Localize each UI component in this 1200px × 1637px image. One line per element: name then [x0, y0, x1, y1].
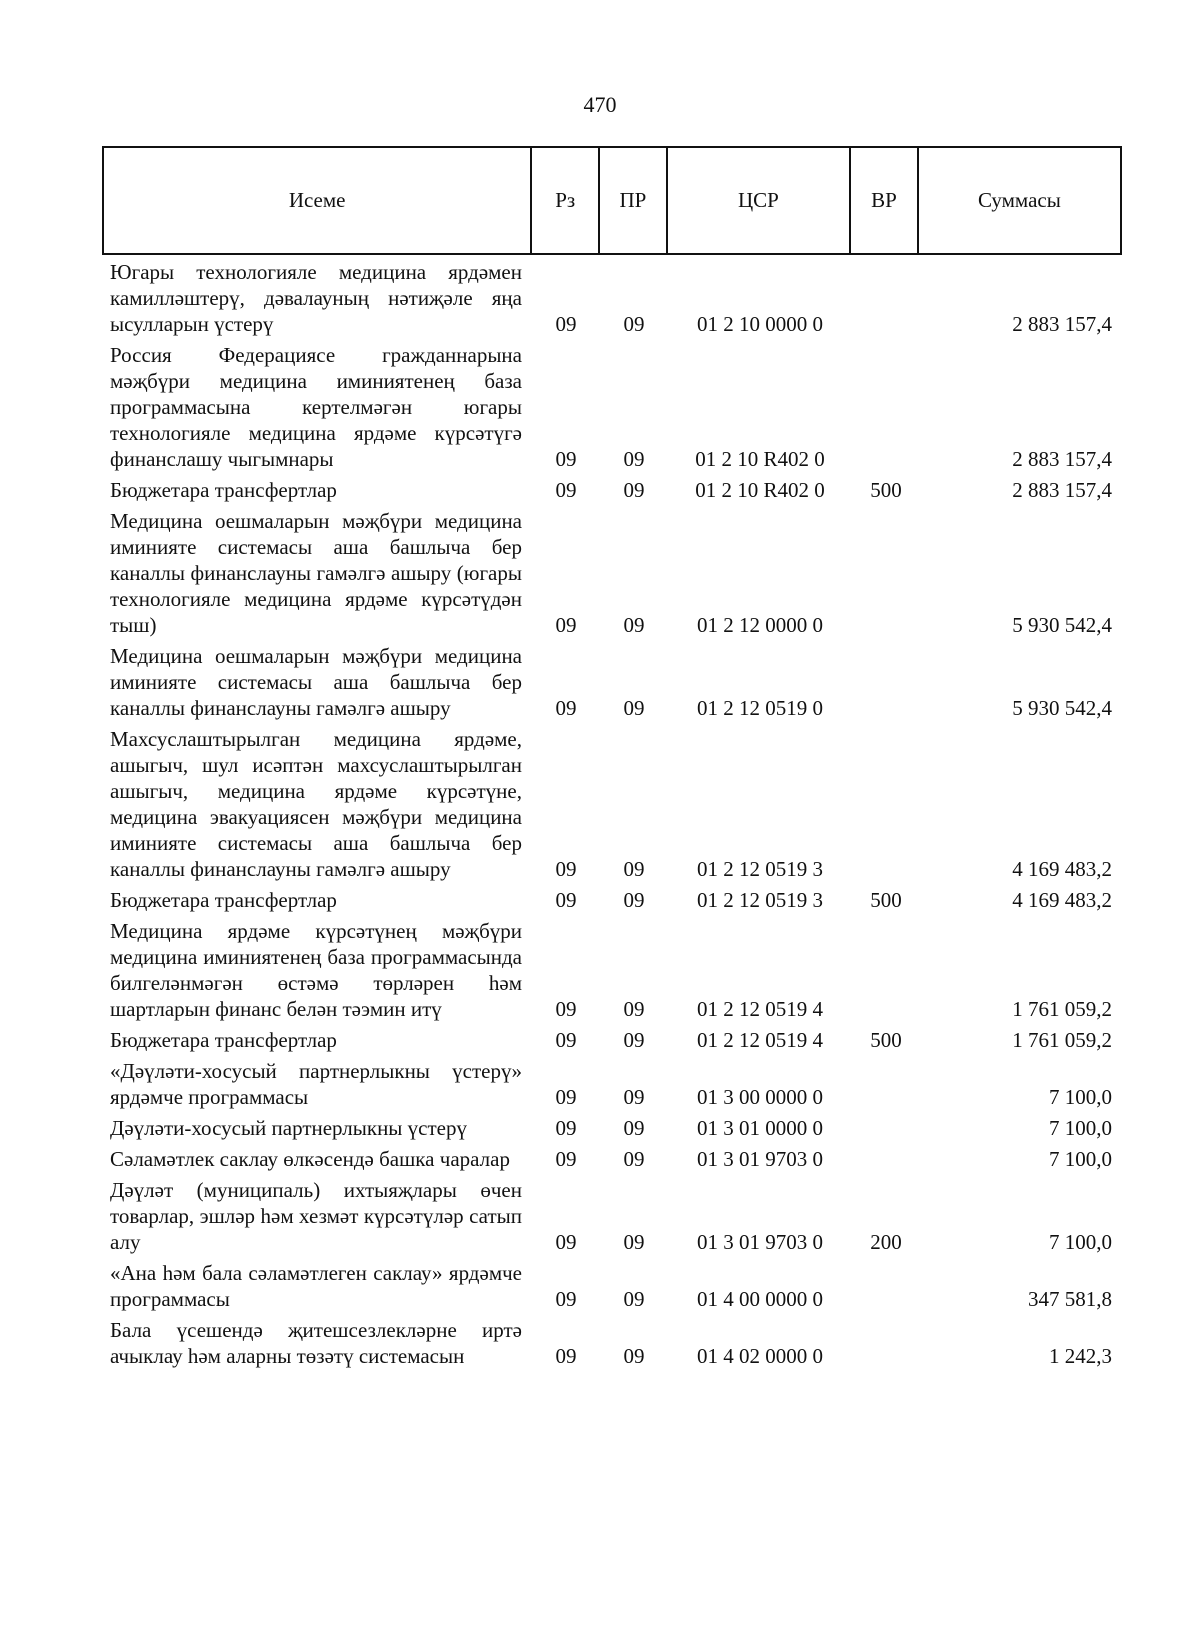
table-body: [102, 259, 1122, 1374]
row-sum: 1 761 059,2: [1012, 1028, 1112, 1052]
row-rz: 09: [555, 1116, 577, 1140]
row-sum: 2 883 157,4: [1012, 447, 1112, 471]
table-row: [102, 887, 1122, 913]
row-sum: 2 883 157,4: [1012, 312, 1112, 336]
row-pr: 09: [623, 888, 645, 912]
row-pr: 09: [623, 1085, 645, 1109]
row-sum: 1 761 059,2: [1012, 997, 1112, 1021]
row-pr: 09: [623, 1230, 645, 1254]
row-name: Бала үсешендә җитешсезлекләрне иртә ачыклау һәм аларны төзәтү системасын: [110, 1318, 522, 1368]
row-vr: 200: [870, 1230, 902, 1254]
row-pr: 09: [623, 1028, 645, 1052]
table-header: [102, 146, 1122, 255]
row-name: Россия Федерациясе гражданнарына мәҗбүри медицина иминиятенең база программасына кертелмәгән югары технологияле медицина ярдәме күрсәтүгә финанслашу чыгымнары: [110, 343, 522, 471]
row-sum: 2 883 157,4: [1012, 478, 1112, 502]
row-pr: 09: [623, 1116, 645, 1140]
row-csr: 01 3 01 9703 0: [697, 1230, 823, 1254]
row-rz: 09: [555, 478, 577, 502]
row-rz: 09: [555, 447, 577, 471]
row-rz: 09: [555, 1085, 577, 1109]
table-row: [102, 1146, 1122, 1172]
row-vr: 500: [870, 1028, 902, 1052]
row-rz: 09: [555, 997, 577, 1021]
row-pr: 09: [623, 312, 645, 336]
row-rz: 09: [555, 1344, 577, 1368]
row-pr: 09: [623, 478, 645, 502]
row-csr: 01 2 12 0519 3: [697, 857, 823, 881]
row-csr: 01 2 10 R402 0: [695, 447, 825, 471]
row-csr: 01 2 12 0519 4: [697, 997, 823, 1021]
row-rz: 09: [555, 312, 577, 336]
row-vr: 500: [870, 888, 902, 912]
row-name: Бюджетара трансфертлар: [110, 478, 337, 502]
row-rz: 09: [555, 613, 577, 637]
row-vr: 500: [870, 478, 902, 502]
row-sum: 7 100,0: [1049, 1116, 1112, 1140]
table-row: [102, 1260, 1122, 1312]
header-name: Исеме: [104, 148, 532, 253]
row-pr: 09: [623, 1147, 645, 1171]
table-row: [102, 342, 1122, 472]
row-name: Бюджетара трансфертлар: [110, 1028, 337, 1052]
row-pr: 09: [623, 696, 645, 720]
header-sum: Суммасы: [977, 188, 1061, 212]
row-rz: 09: [555, 1230, 577, 1254]
row-csr: 01 2 10 R402 0: [695, 478, 825, 502]
row-sum: 7 100,0: [1049, 1085, 1112, 1109]
header-vr: ВР: [851, 148, 919, 253]
table-row: [102, 259, 1122, 337]
table-row: [102, 1058, 1122, 1110]
row-pr: 09: [623, 447, 645, 471]
row-pr: 09: [623, 1344, 645, 1368]
row-pr: 09: [623, 997, 645, 1021]
row-rz: 09: [555, 1287, 577, 1311]
row-csr: 01 2 12 0519 0: [697, 696, 823, 720]
row-sum: 7 100,0: [1049, 1230, 1112, 1254]
row-csr: 01 3 00 0000 0: [697, 1085, 823, 1109]
row-sum: 4 169 483,2: [1012, 888, 1112, 912]
row-csr: 01 4 02 0000 0: [697, 1344, 823, 1368]
row-rz: 09: [555, 888, 577, 912]
header-pr: ПР: [600, 148, 668, 253]
table-row: [102, 918, 1122, 1022]
table-row: [102, 508, 1122, 638]
row-name: Бюджетара трансфертлар: [110, 888, 337, 912]
row-pr: 09: [623, 857, 645, 881]
row-rz: 09: [555, 1028, 577, 1052]
header-rz: Рз: [532, 148, 600, 253]
row-name: Югары технологияле медицина ярдәмен камилләштерү, дәвалауның нәтиҗәле яңа ысулларын үстерү: [110, 260, 522, 336]
row-name: Медицина оешмаларын мәҗбүри медицина иминияте системасы аша башлыча бер каналлы финанслауны гамәлгә ашыру: [110, 644, 522, 720]
row-csr: 01 3 01 9703 0: [697, 1147, 823, 1171]
row-sum: 7 100,0: [1049, 1147, 1112, 1171]
row-rz: 09: [555, 857, 577, 881]
table-row: [102, 726, 1122, 882]
row-csr: 01 2 10 0000 0: [697, 312, 823, 336]
row-csr: 01 2 12 0000 0: [697, 613, 823, 637]
row-name: Сәламәтлек саклау өлкәсендә башка чаралар: [110, 1147, 510, 1171]
row-pr: 09: [623, 613, 645, 637]
row-rz: 09: [555, 1147, 577, 1171]
header-csr: ЦСР: [668, 148, 851, 253]
row-csr: 01 3 01 0000 0: [697, 1116, 823, 1140]
table-row: [102, 643, 1122, 721]
row-csr: 01 2 12 0519 3: [697, 888, 823, 912]
row-sum: 4 169 483,2: [1012, 857, 1112, 881]
table-row: [102, 1177, 1122, 1255]
row-name: «Ана һәм бала сәламәтлеген саклау» ярдәмче программасы: [110, 1261, 522, 1311]
row-csr: 01 4 00 0000 0: [697, 1287, 823, 1311]
table-row: [102, 1115, 1122, 1141]
row-sum: 5 930 542,4: [1012, 613, 1112, 637]
row-name: Медицина оешмаларын мәҗбүри медицина иминияте системасы аша башлыча бер каналлы финанслауны гамәлгә ашыру (югары технологияле медицина ярдәме күрсәтүдән тыш): [110, 509, 522, 637]
table-row: [102, 477, 1122, 503]
row-name: Медицина ярдәме күрсәтүнең мәҗбүри медицина иминиятенең база программасында билгеләнмәгән өстәмә төрләрен һәм шартларын финанс белән тәэмин итү: [110, 919, 522, 1021]
row-pr: 09: [623, 1287, 645, 1311]
row-name: Дәүләт (муниципаль) ихтыяҗлары өчен товарлар, эшләр һәм хезмәт күрсәтүләр сатып алу: [110, 1178, 522, 1254]
table-row: [102, 1027, 1122, 1053]
row-rz: 09: [555, 696, 577, 720]
table-row: [102, 1317, 1122, 1369]
row-sum: 347 581,8: [1028, 1287, 1112, 1311]
row-name: Махсуслаштырылган медицина ярдәме, ашыгыч, шул исәптән махсуслаштырылган ашыгыч, медицина ярдәме күрсәтүне, медицина эвакуациясен мәҗбүри медицина иминияте системасы аша башлыча бер каналлы финанслауны гамәлгә ашыру: [110, 727, 522, 881]
row-sum: 1 242,3: [1049, 1344, 1112, 1368]
page-number: 470: [583, 92, 617, 117]
row-sum: 5 930 542,4: [1012, 696, 1112, 720]
row-name: «Дәүләти-хосусый партнерлыкны үстерү» ярдәмче программасы: [110, 1059, 522, 1109]
row-name: Дәүләти-хосусый партнерлыкны үстерү: [110, 1116, 467, 1140]
row-csr: 01 2 12 0519 4: [697, 1028, 823, 1052]
